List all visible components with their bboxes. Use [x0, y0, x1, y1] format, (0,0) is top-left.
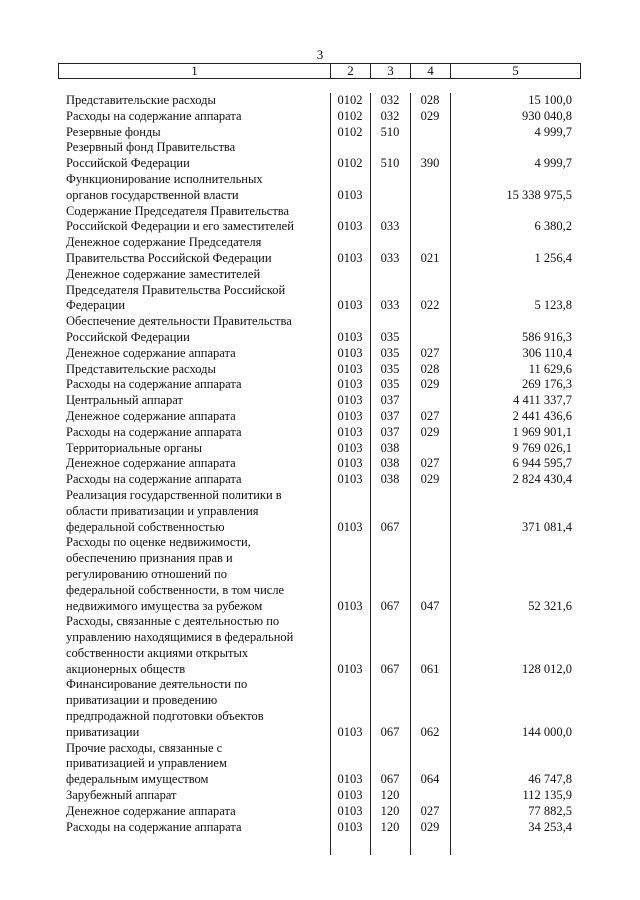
row-description-line: собственности акциями открытых	[66, 645, 249, 660]
row-description-line: Зарубежный аппарат	[66, 788, 177, 803]
amount: 269 176,3	[522, 377, 572, 392]
target-code: 067	[380, 661, 400, 676]
section-code: 0103	[337, 598, 363, 613]
column-header-1: 1	[59, 64, 331, 79]
section-code: 0103	[337, 329, 363, 344]
row-description-line: Резервные фонды	[66, 124, 161, 139]
row-description	[58, 788, 330, 804]
section-code: 0103	[337, 661, 363, 676]
table-row	[58, 140, 580, 172]
budget-table	[58, 93, 580, 835]
column-header-5: 5	[451, 64, 581, 79]
row-description-line: Территориальные органы	[66, 440, 203, 455]
section-code: 0103	[337, 819, 363, 834]
expense-code: 022	[420, 298, 440, 313]
row-description-line: предпродажной подготовки объектов	[66, 709, 264, 724]
expense-code: 027	[420, 456, 440, 471]
target-code: 510	[380, 156, 400, 171]
row-description-line: управлению находящимися в федеральной	[66, 630, 294, 645]
table-row	[58, 93, 580, 109]
row-description-line: Реализация государственной политики в	[66, 487, 282, 502]
table-row	[58, 741, 580, 788]
row-description-line: Расходы на содержание аппарата	[66, 472, 242, 487]
row-description-line: Центральный аппарат	[66, 393, 183, 408]
amount: 6 944 595,7	[512, 456, 572, 471]
row-description-line: Резервный фонд Правительства	[66, 140, 236, 155]
target-code: 510	[380, 124, 400, 139]
row-description	[58, 741, 330, 788]
section-code: 0103	[337, 377, 363, 392]
row-description	[58, 804, 330, 820]
row-description	[58, 409, 330, 425]
table-row	[58, 804, 580, 820]
expense-code	[410, 488, 450, 535]
row-description-line: акционерных обществ	[66, 661, 186, 676]
target-code: 032	[380, 108, 400, 123]
row-description-line: области приватизации и управления	[66, 503, 259, 518]
section-code: 0102	[337, 93, 363, 107]
row-description	[58, 362, 330, 378]
target-code: 032	[380, 93, 400, 107]
column-header-4: 4	[411, 64, 451, 79]
row-description-line: Председателя Правительства Российской	[66, 282, 286, 297]
table-row	[58, 377, 580, 393]
row-description	[58, 346, 330, 362]
table-row	[58, 235, 580, 267]
row-description-line: Правительства Российской Федерации	[66, 250, 272, 265]
section-code: 0103	[337, 724, 363, 739]
expense-code	[410, 172, 450, 204]
expense-code: 027	[420, 345, 440, 360]
amount: 2 441 436,6	[512, 408, 572, 423]
amount: 4 999,7	[534, 124, 572, 139]
target-code: 035	[380, 329, 400, 344]
amount: 11 629,6	[528, 361, 572, 376]
row-description	[58, 488, 330, 535]
column-header-row	[59, 64, 581, 79]
column-header-2: 2	[331, 64, 371, 79]
table-row	[58, 677, 580, 740]
row-description	[58, 425, 330, 441]
target-code: 035	[380, 377, 400, 392]
row-description	[58, 267, 330, 314]
row-description-line: регулированию отношений по	[66, 566, 227, 581]
target-code: 037	[380, 408, 400, 423]
expense-code	[410, 125, 450, 141]
expense-code	[410, 204, 450, 236]
target-code: 067	[380, 724, 400, 739]
table-row	[58, 393, 580, 409]
section-code: 0103	[337, 472, 363, 487]
row-description	[58, 377, 330, 393]
row-description-line: Расходы, связанные с деятельностью по	[66, 614, 280, 629]
column-header-table	[58, 63, 581, 79]
row-description-line: Российской Федерации	[66, 329, 190, 344]
amount: 306 110,4	[522, 345, 572, 360]
row-description-line: Расходы по оценке недвижимости,	[66, 535, 251, 550]
expense-code: 064	[420, 772, 440, 787]
expense-code: 061	[420, 661, 440, 676]
amount: 1 969 901,1	[512, 424, 572, 439]
table-row	[58, 267, 580, 314]
expense-code: 029	[420, 424, 440, 439]
amount: 52 321,6	[528, 598, 572, 613]
expense-code	[410, 441, 450, 457]
row-description-line: федеральной собственности, в том числе	[66, 582, 285, 597]
row-description-line: Расходы на содержание аппарата	[66, 108, 242, 123]
amount: 930 040,8	[522, 108, 572, 123]
section-code: 0103	[337, 803, 363, 818]
section-code: 0102	[337, 108, 363, 123]
amount: 46 747,8	[528, 772, 572, 787]
target-code: 120	[380, 788, 400, 803]
section-code: 0103	[337, 772, 363, 787]
expense-code: 028	[420, 361, 440, 376]
expense-code: 047	[420, 598, 440, 613]
table-row	[58, 472, 580, 488]
row-description	[58, 140, 330, 172]
table-row	[58, 488, 580, 535]
amount: 34 253,4	[528, 819, 572, 834]
target-code: 037	[380, 424, 400, 439]
table-row	[58, 172, 580, 204]
row-description-line: Представительские расходы	[66, 361, 216, 376]
row-description-line: Содержание Председателя Правительства	[66, 203, 290, 218]
table-row	[58, 109, 580, 125]
row-description	[58, 393, 330, 409]
row-description	[58, 125, 330, 141]
amount: 6 380,2	[534, 219, 572, 234]
row-description-line: Обеспечение деятельности Правительства	[66, 314, 292, 329]
row-description	[58, 820, 330, 836]
row-description-line: Расходы на содержание аппарата	[66, 819, 242, 834]
row-description-line: Денежное содержание аппарата	[66, 803, 236, 818]
section-code: 0103	[337, 250, 363, 265]
expense-code: 029	[420, 472, 440, 487]
target-code: 035	[380, 361, 400, 376]
row-description-line: Функционирование исполнительных	[66, 171, 263, 186]
row-description-line: Российской Федерации	[66, 156, 190, 171]
row-description	[58, 172, 330, 204]
row-description	[58, 235, 330, 267]
target-code: 037	[380, 393, 400, 408]
amount: 15 338 975,5	[506, 187, 572, 202]
section-code: 0103	[337, 440, 363, 455]
amount: 371 081,4	[522, 519, 572, 534]
row-description	[58, 109, 330, 125]
section-code: 0103	[337, 219, 363, 234]
row-description	[58, 314, 330, 346]
row-description-line: Денежное содержание аппарата	[66, 456, 236, 471]
row-description-line: Прочие расходы, связанные с	[66, 740, 223, 755]
row-description	[58, 441, 330, 457]
table-row	[58, 441, 580, 457]
row-description	[58, 93, 330, 109]
table-row	[58, 314, 580, 346]
row-description-line: приватизацией и управлением	[66, 756, 227, 771]
row-description-line: приватизации и проведению	[66, 693, 218, 708]
section-code: 0103	[337, 298, 363, 313]
row-description-line: Федерации	[66, 298, 126, 313]
expense-code: 390	[420, 156, 440, 171]
row-description-line: Денежное содержание аппарата	[66, 408, 236, 423]
table-row	[58, 362, 580, 378]
section-code: 0102	[337, 124, 363, 139]
column-header-3: 3	[371, 64, 411, 79]
section-code: 0102	[337, 156, 363, 171]
amount: 128 012,0	[522, 661, 572, 676]
expense-code: 029	[420, 819, 440, 834]
row-description	[58, 614, 330, 677]
row-description-line: Расходы на содержание аппарата	[66, 424, 242, 439]
row-description	[58, 472, 330, 488]
target-code: 035	[380, 345, 400, 360]
target-code: 038	[380, 440, 400, 455]
row-description	[58, 677, 330, 740]
row-description	[58, 535, 330, 614]
amount: 1 256,4	[534, 250, 572, 265]
section-code: 0103	[337, 788, 363, 803]
section-code: 0103	[337, 519, 363, 534]
expense-code: 028	[420, 93, 440, 107]
section-code: 0103	[337, 361, 363, 376]
section-code: 0103	[337, 187, 363, 202]
expense-code: 021	[420, 250, 440, 265]
expense-code: 029	[420, 377, 440, 392]
table-row	[58, 204, 580, 236]
target-code: 120	[380, 819, 400, 834]
row-description-line: недвижимого имущества за рубежом	[66, 598, 263, 613]
section-code: 0103	[337, 456, 363, 471]
expense-code	[410, 314, 450, 346]
table-row	[58, 788, 580, 804]
table-row	[58, 409, 580, 425]
expense-code: 029	[420, 108, 440, 123]
row-description-line: приватизации	[66, 724, 140, 739]
table-row	[58, 125, 580, 141]
row-description-line: федеральным имуществом	[66, 772, 209, 787]
table-row	[58, 425, 580, 441]
target-code: 067	[380, 519, 400, 534]
row-description	[58, 204, 330, 236]
table-row	[58, 820, 580, 836]
target-code: 067	[380, 598, 400, 613]
target-code: 067	[380, 772, 400, 787]
amount: 9 769 026,1	[512, 440, 572, 455]
row-description-line: Представительские расходы	[66, 93, 216, 107]
target-code: 033	[380, 250, 400, 265]
amount: 15 100,0	[528, 93, 572, 107]
section-code: 0103	[337, 393, 363, 408]
expense-code	[410, 788, 450, 804]
expense-code	[410, 393, 450, 409]
target-code: 033	[380, 219, 400, 234]
amount: 2 824 430,4	[512, 472, 572, 487]
row-description-line: Финансирование деятельности по	[66, 677, 248, 692]
section-code: 0103	[337, 424, 363, 439]
table-row	[58, 535, 580, 614]
table-row	[58, 614, 580, 677]
expense-code: 027	[420, 408, 440, 423]
target-code: 038	[380, 456, 400, 471]
amount: 5 123,8	[534, 298, 572, 313]
expense-code: 027	[420, 803, 440, 818]
row-description-line: Расходы на содержание аппарата	[66, 377, 242, 392]
row-description-line: обеспечению признания прав и	[66, 551, 233, 566]
row-description-line: органов государственной власти	[66, 187, 239, 202]
table-row	[58, 346, 580, 362]
page-number: 3	[316, 47, 324, 62]
row-description-line: Денежное содержание заместителей	[66, 266, 261, 281]
target-code: 033	[380, 298, 400, 313]
amount: 112 135,9	[522, 788, 572, 803]
amount: 4 999,7	[534, 156, 572, 171]
expense-code: 062	[420, 724, 440, 739]
target-code: 120	[380, 803, 400, 818]
row-description-line: Денежное содержание аппарата	[66, 345, 236, 360]
row-description-line: федеральной собственностью	[66, 519, 225, 534]
section-code: 0103	[337, 345, 363, 360]
section-code: 0103	[337, 408, 363, 423]
amount: 586 916,3	[522, 329, 572, 344]
table-row	[58, 456, 580, 472]
row-description	[58, 456, 330, 472]
target-code	[370, 172, 410, 204]
amount: 144 000,0	[522, 724, 572, 739]
amount: 4 411 337,7	[513, 393, 572, 408]
row-description-line: Российской Федерации и его заместителей	[66, 219, 294, 234]
amount: 77 882,5	[528, 803, 572, 818]
target-code: 038	[380, 472, 400, 487]
row-description-line: Денежное содержание Председателя	[66, 235, 262, 250]
